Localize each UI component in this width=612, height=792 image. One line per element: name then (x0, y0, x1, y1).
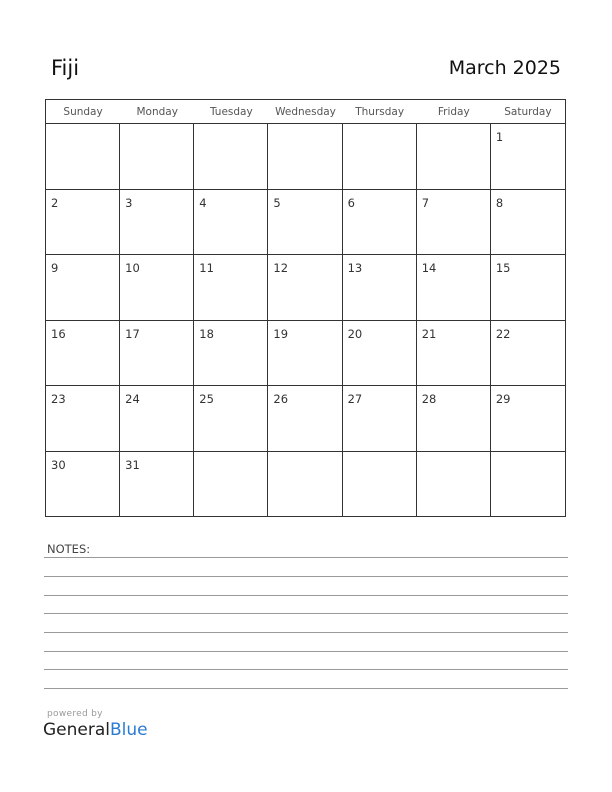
day-number: 10 (125, 261, 140, 275)
weekday-label: Monday (136, 106, 178, 118)
day-cell (46, 255, 120, 321)
day-cell (417, 124, 491, 190)
weekday-header (46, 100, 565, 124)
day-number: 26 (273, 392, 289, 406)
note-line (44, 576, 568, 577)
note-line (44, 651, 568, 652)
day-number: 1 (495, 130, 504, 144)
day-cell (194, 255, 268, 321)
day-number: 17 (125, 326, 140, 341)
day-number: 22 (495, 326, 511, 341)
day-cell (120, 255, 194, 321)
day-cell (120, 124, 194, 190)
day-cell (120, 321, 194, 387)
month-year-title: March 2025 (448, 57, 561, 79)
day-number: 9 (51, 261, 59, 275)
calendar-grid (45, 99, 566, 517)
day-cell (343, 124, 417, 190)
day-number: 11 (199, 261, 214, 275)
day-cell (268, 124, 342, 190)
day-cell (194, 321, 268, 387)
day-cell (491, 386, 565, 452)
day-number: 19 (273, 326, 289, 341)
day-number: 12 (273, 261, 289, 275)
day-cell (268, 452, 342, 518)
day-number: 18 (199, 326, 214, 341)
day-cell (120, 386, 194, 452)
brand-text-blue: Blue (110, 720, 148, 740)
day-cell (194, 386, 268, 452)
note-line (44, 595, 568, 596)
calendar-days (46, 124, 565, 517)
day-cell (491, 321, 565, 387)
day-cell (194, 452, 268, 518)
day-cell (120, 452, 194, 518)
day-number: 20 (347, 326, 363, 341)
day-number: 7 (421, 195, 430, 210)
day-number: 25 (199, 392, 214, 406)
day-cell (417, 321, 491, 387)
day-number: 6 (347, 195, 355, 210)
day-number: 28 (421, 392, 437, 406)
note-line (44, 632, 568, 633)
day-cell (417, 255, 491, 321)
brand-text-general: General (43, 720, 110, 740)
day-number: 4 (199, 195, 207, 210)
weekday-label: Friday (437, 106, 470, 118)
day-number: 16 (51, 326, 66, 341)
day-cell (491, 190, 565, 256)
day-number: 31 (125, 457, 140, 472)
day-number: 21 (421, 326, 437, 341)
day-cell (417, 386, 491, 452)
day-number: 3 (125, 195, 133, 210)
day-cell (46, 124, 120, 190)
day-cell (268, 255, 342, 321)
day-number: 14 (421, 261, 437, 275)
day-cell (194, 124, 268, 190)
day-number: 24 (125, 392, 140, 406)
day-number: 23 (51, 392, 66, 406)
day-cell (491, 452, 565, 518)
day-cell (491, 255, 565, 321)
day-number: 29 (495, 392, 511, 406)
brand-logo (43, 720, 148, 740)
day-cell (120, 190, 194, 256)
day-cell (268, 386, 342, 452)
day-cell (268, 190, 342, 256)
day-cell (194, 190, 268, 256)
weekday-label: Wednesday (275, 106, 336, 118)
day-cell (343, 452, 417, 518)
day-cell (46, 321, 120, 387)
day-cell (343, 386, 417, 452)
day-number: 30 (51, 457, 66, 472)
day-number: 8 (495, 195, 504, 210)
powered-by-text: powered by (47, 709, 103, 719)
weekday-label: Sunday (63, 106, 103, 118)
day-number: 27 (347, 392, 363, 406)
day-number: 15 (495, 261, 511, 275)
notes-label: NOTES: (47, 542, 91, 556)
day-cell (491, 124, 565, 190)
weekday-label: Tuesday (209, 106, 253, 118)
note-line (44, 557, 568, 558)
note-line (44, 688, 568, 689)
note-line (44, 613, 568, 614)
weekday-label: Thursday (355, 106, 405, 118)
note-line (44, 669, 568, 670)
day-number: 13 (347, 261, 363, 275)
day-cell (417, 452, 491, 518)
day-cell (343, 321, 417, 387)
day-number: 2 (51, 195, 59, 210)
day-cell (343, 190, 417, 256)
weekday-label: Saturday (504, 106, 552, 118)
day-cell (268, 321, 342, 387)
day-cell (343, 255, 417, 321)
day-cell (417, 190, 491, 256)
country-title: Fiji (51, 56, 80, 80)
day-number: 5 (273, 195, 281, 210)
day-cell (46, 452, 120, 518)
day-cell (46, 190, 120, 256)
day-cell (46, 386, 120, 452)
